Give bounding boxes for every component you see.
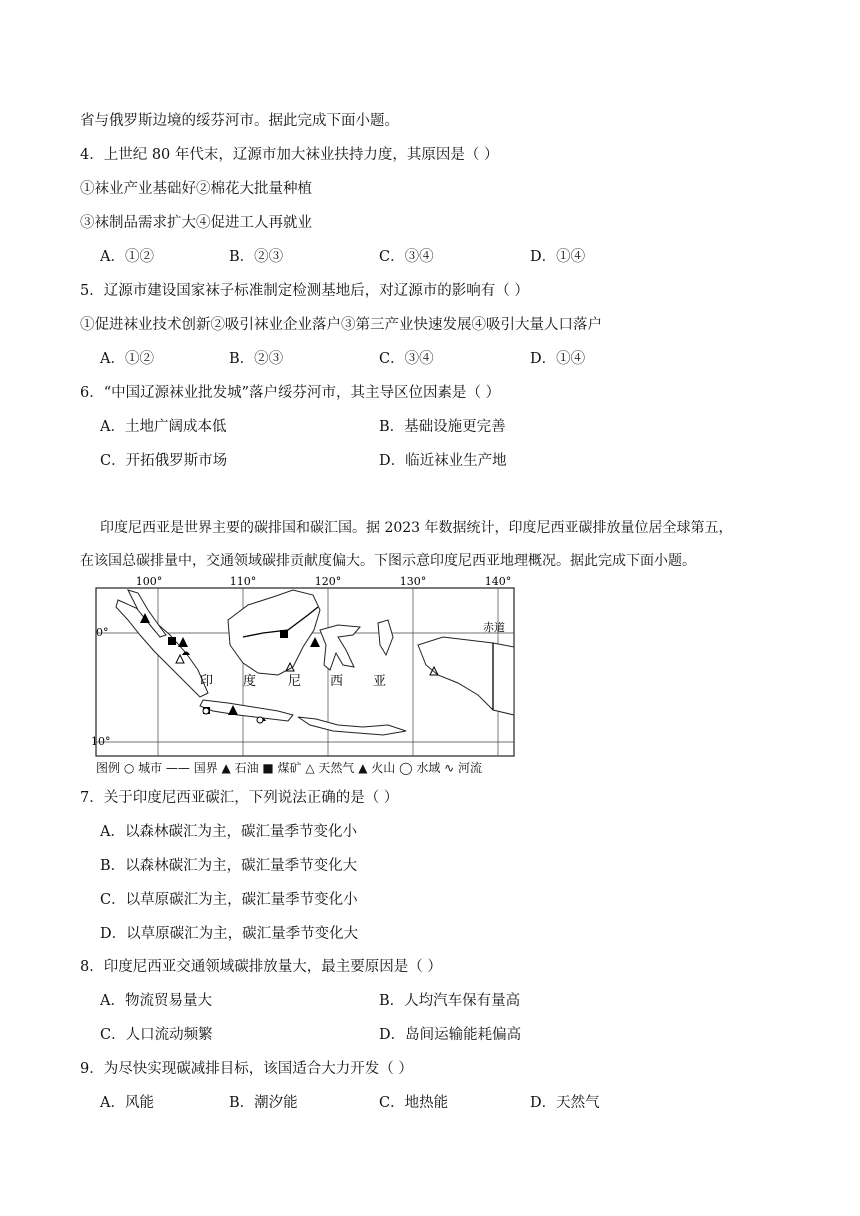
lon-label-140: 140° [484,575,512,588]
country-char-5: 亚 [373,674,387,689]
equator-label: 赤道 [483,621,505,634]
indonesia-map [88,575,518,780]
question-4-line2: ③袜制品需求扩大④促进工人再就业 [80,215,312,231]
coal-icon [280,630,288,638]
question-8-option-d[interactable]: D．岛间运输能耗偏高 [379,1027,522,1043]
question-5-option-d[interactable]: D．①④ [530,351,586,367]
lon-label-120: 120° [314,575,342,588]
question-7-option-b[interactable]: B．以森林碳汇为主，碳汇量季节变化大 [100,858,358,874]
question-4-line1: ①袜业产业基础好②棉花大批量种植 [80,181,312,197]
question-4-option-c[interactable]: C．③④ [379,249,434,265]
question-7-option-a[interactable]: A．以森林碳汇为主，碳汇量季节变化小 [100,824,357,840]
question-8-option-b[interactable]: B．人均汽车保有量高 [379,993,521,1009]
map-legend: 图例 ○ 城市 —— 国界 ▲ 石油 ■ 煤矿 △ 天然气 ▲ 火山 ◯ 水域 ∿ 河流 [96,761,483,775]
question-7-option-c[interactable]: C．以草原碳汇为主，碳汇量季节变化小 [100,892,358,908]
country-char-2: 度 [243,674,257,689]
question-5-line1: ①促进袜业技术创新②吸引袜业企业落户③第三产业快速发展④吸引大量人口落户 [80,317,602,333]
city-icon [203,708,209,714]
country-char-1: 印 [200,674,214,689]
maluku-islands [378,620,393,655]
borneo-island [228,590,320,675]
lat-label-10: 10° [91,735,111,748]
lon-label-130: 130° [399,575,427,588]
question-9-option-c[interactable]: C．地热能 [379,1095,449,1111]
lesser-sunda-islands [298,717,406,735]
question-9-option-d[interactable]: D．天然气 [530,1095,600,1111]
question-4-option-a[interactable]: A．①② [100,249,154,265]
intro-tail: 省与俄罗斯边境的绥芬河市。据此完成下面小题。 [80,113,399,129]
passage-2-line1: 印度尼西亚是世界主要的碳排国和碳汇国。据 2023 年数据统计，印度尼西亚碳排放量位居全球第五， [100,520,733,536]
oil-icon [178,637,188,647]
sumatra-island [116,600,208,697]
question-5-option-a[interactable]: A．①② [100,351,154,367]
lat-label-0: 0° [96,626,109,639]
country-char-4: 西 [330,674,344,689]
question-4-option-d[interactable]: D．①④ [530,249,586,265]
question-7-stem: 7．关于印度尼西亚碳汇，下列说法正确的是（ ） [80,790,399,806]
question-4-option-b[interactable]: B．②③ [229,249,284,265]
new-guinea-island [418,637,514,715]
map-svg [88,575,518,760]
question-6-stem: 6．“中国辽源袜业批发城”落户绥芬河市，其主导区位因素是（ ） [80,385,501,401]
question-5-option-b[interactable]: B．②③ [229,351,284,367]
coal-icon [168,637,176,645]
oil-icon [310,637,320,647]
lon-label-100: 100° [135,575,163,588]
question-8-option-c[interactable]: C．人口流动频繁 [100,1027,213,1043]
question-6-option-b[interactable]: B．基础设施更完善 [379,419,506,435]
question-8-stem: 8．印度尼西亚交通领域碳排放量大，最主要原因是（ ） [80,959,442,975]
sulawesi-island [320,625,360,670]
question-6-option-c[interactable]: C．开拓俄罗斯市场 [100,453,228,469]
question-4-stem: 4．上世纪 80 年代末，辽源市加大袜业扶持力度，其原因是（ ） [80,147,499,163]
question-9-option-a[interactable]: A．风能 [100,1095,154,1111]
passage-2-line2: 在该国总碳排量中，交通领域碳排贡献度偏大。下图示意印度尼西亚地理概况。据此完成下面小题。 [80,553,696,569]
question-6-option-d[interactable]: D．临近袜业生产地 [379,453,507,469]
question-9-stem: 9．为尽快实现碳减排目标，该国适合大力开发（ ） [80,1061,413,1077]
question-5-stem: 5．辽源市建设国家袜子标准制定检测基地后，对辽源市的影响有（ ） [80,283,529,299]
lon-label-110: 110° [229,575,257,588]
question-7-option-d[interactable]: D．以草原碳汇为主，碳汇量季节变化大 [100,926,359,942]
question-9-option-b[interactable]: B．潮汐能 [229,1095,298,1111]
question-6-option-a[interactable]: A．土地广阔成本低 [100,419,227,435]
question-8-option-a[interactable]: A．物流贸易量大 [100,993,212,1009]
country-char-3: 尼 [288,674,302,689]
java-island [200,700,293,721]
city-icon [257,717,263,723]
question-5-option-c[interactable]: C．③④ [379,351,434,367]
